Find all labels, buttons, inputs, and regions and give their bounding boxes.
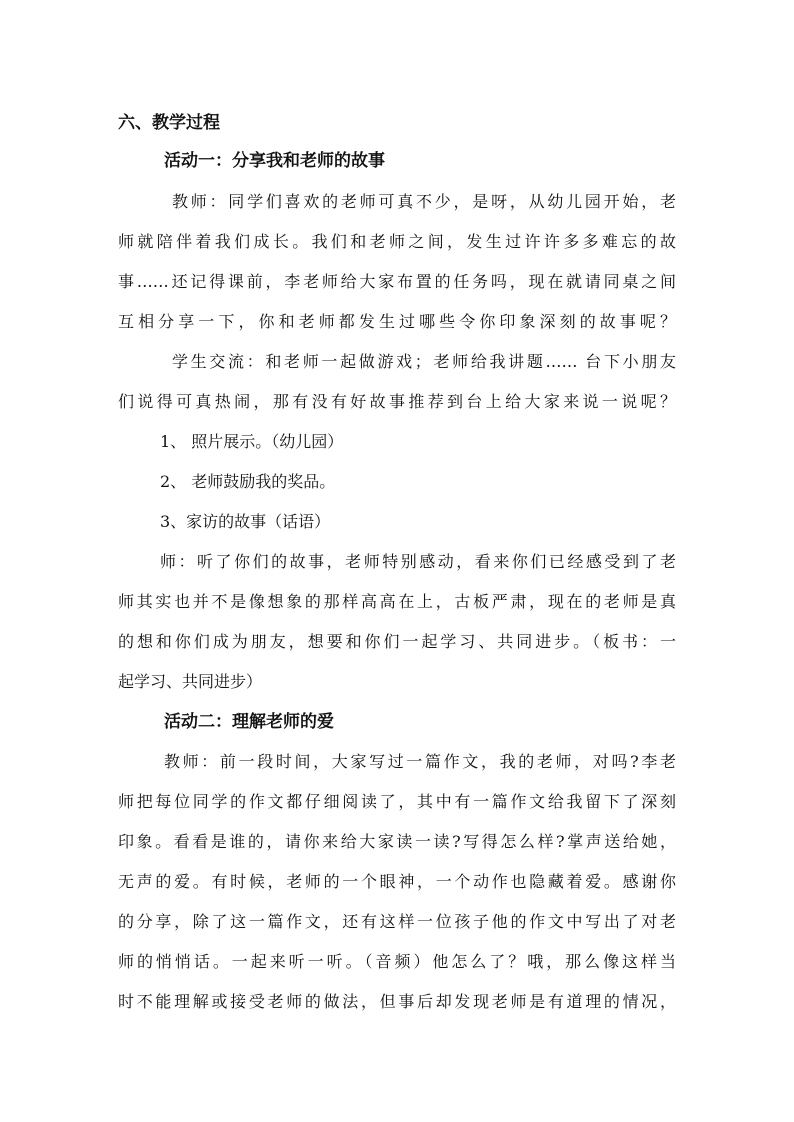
activity1-para3-line: 师：听了你们的故事，老师特别感动，看来你们已经感受到了老	[160, 552, 676, 571]
section-title: 六、教学过程	[118, 113, 220, 133]
activity2-para1-line: 教师：前一段时间，大家写过一篇作文，我的老师，对吗?李老	[164, 752, 676, 771]
activity1-para2-line: 们说得可真热闹，那有没有好故事推荐到台上给大家来说一说呢？	[118, 392, 676, 411]
activity1-para1-line: 事……还记得课前，李老师给大家布置的任务吗，现在就请同桌之间	[118, 272, 676, 291]
activity2-para1-line: 印象。看看是谁的，请你来给大家读一读?写得怎么样?掌声送给她，	[118, 832, 676, 851]
activity2-para1-line: 师的悄悄话。一起来听一听。（音频）他怎么了？哦，那么像这样当	[118, 952, 676, 971]
activity2-para1-line: 无声的爱。有时候，老师的一个眼神，一个动作也隐藏着爱。感谢你	[118, 872, 676, 891]
activity1-para3-line: 的想和你们成为朋友，想要和你们一起学习、共同进步。（板书：一	[118, 632, 676, 651]
activity1-para2-line: 学生交流：和老师一起做游戏；老师给我讲题…… 台下小朋友	[172, 352, 676, 371]
activity1-para1-line: 互相分享一下，你和老师都发生过哪些令你印象深刻的故事呢？	[118, 312, 676, 331]
activity1-para3-line: 起学习、共同进步）	[118, 672, 263, 691]
list-item: 2、 老师鼓励我的奖品。	[160, 472, 336, 491]
activity1-para1-line: 教师：同学们喜欢的老师可真不少，是呀，从幼儿园开始，老	[172, 192, 676, 211]
activity2-para1-line: 师把每位同学的作文都仔细阅读了，其中有一篇作文给我留下了深刻	[118, 792, 676, 811]
list-item: 1、 照片展示。（幼儿园）	[160, 432, 344, 451]
activity1-title: 活动一：分享我和老师的故事	[164, 151, 385, 171]
activity2-para1-line: 时不能理解或接受老师的做法，但事后却发现老师是有道理的情况，	[118, 992, 676, 1011]
activity2-title: 活动二：理解老师的爱	[164, 712, 334, 732]
activity1-para3-line: 师其实也并不是像想象的那样高高在上，古板严肃，现在的老师是真	[118, 592, 676, 611]
activity2-para1-line: 的分享，除了这一篇作文，还有这样一位孩子他的作文中写出了对老	[118, 912, 676, 931]
activity1-para1-line: 师就陪伴着我们成长。我们和老师之间，发生过许许多多难忘的故	[118, 232, 676, 251]
list-item: 3、家访的故事（话语）	[160, 512, 331, 531]
